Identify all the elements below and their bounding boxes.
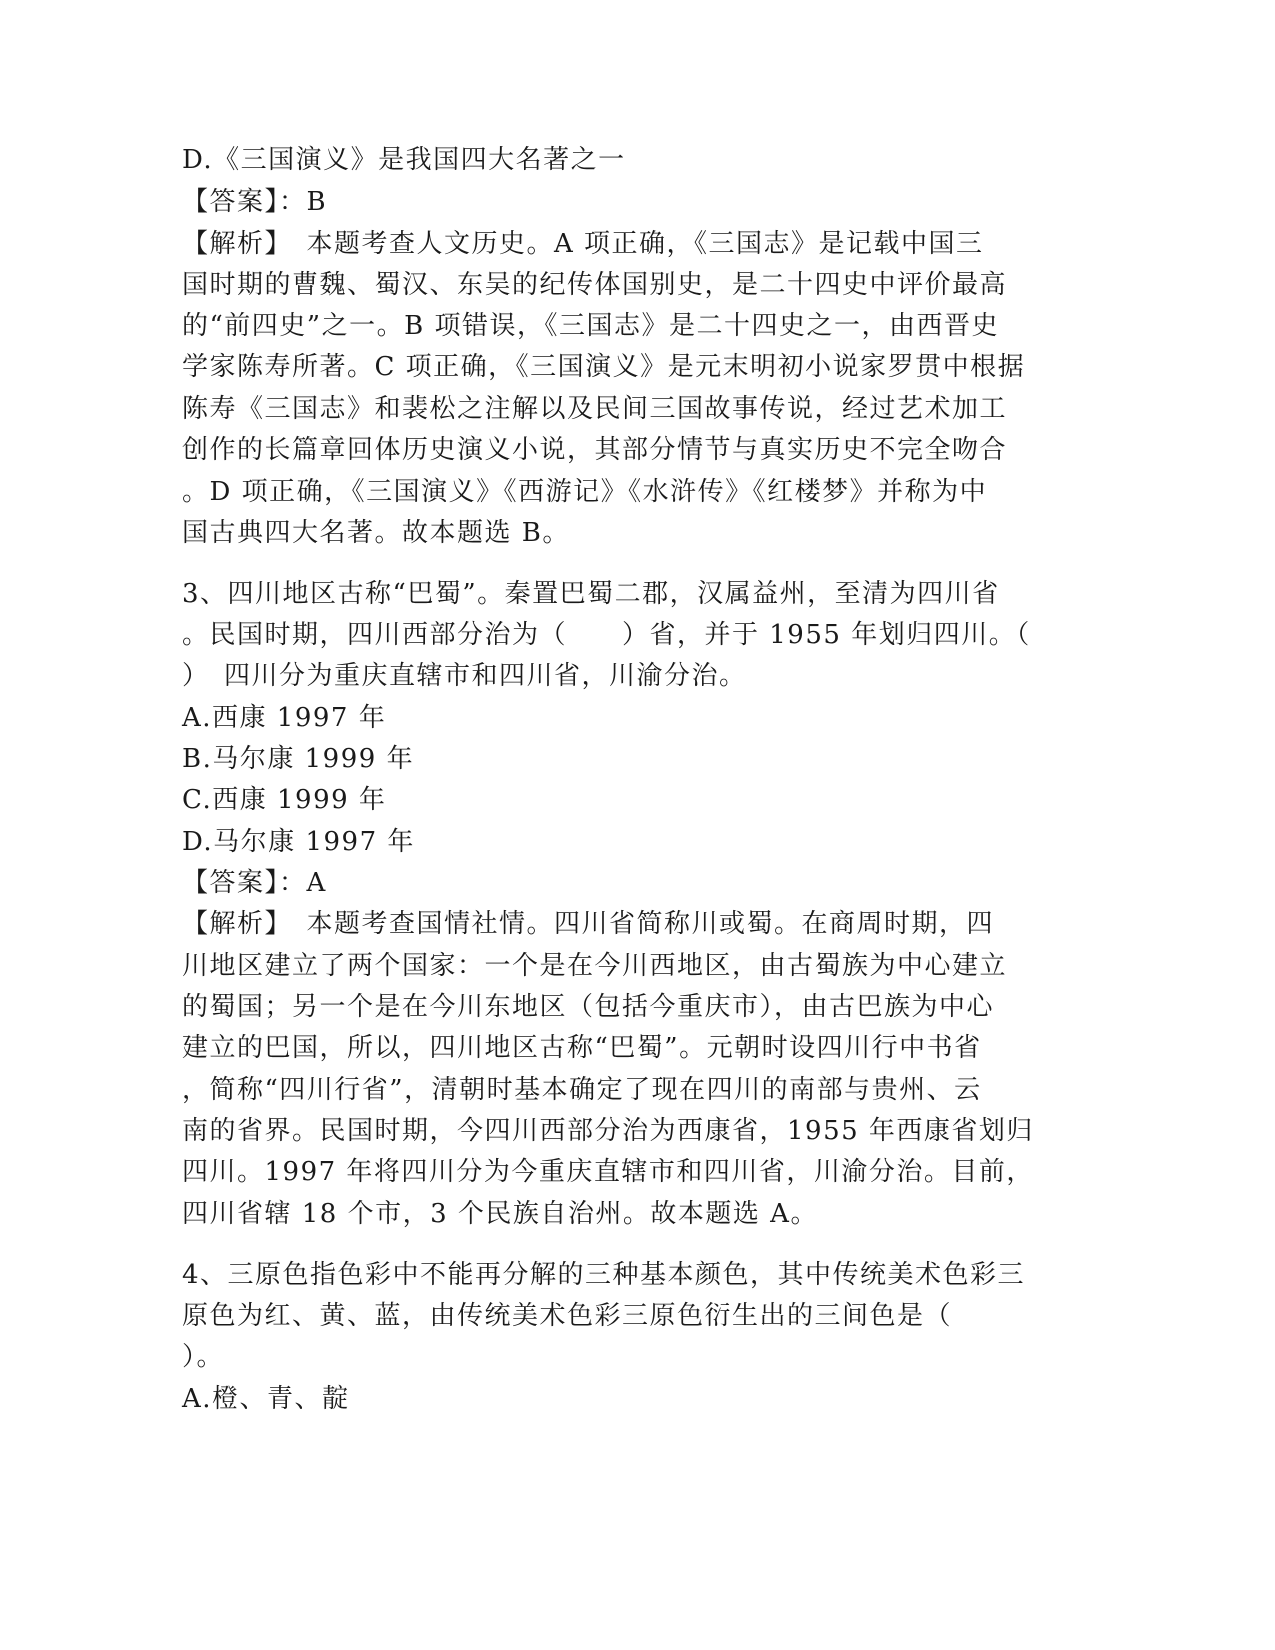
analysis-line: 创作的长篇章回体历史演义小说，其部分情节与真实历史不完全吻合 <box>182 435 1008 465</box>
analysis-line: 的“前四史”之一。B 项错误，《三国志》是二十四史之一，由西晋史 <box>182 311 999 341</box>
option-d-line: D.《三国演义》是我国四大名著之一 <box>182 145 626 175</box>
analysis-line: 的蜀国；另一个是在今川东地区（包括今重庆市），由古巴族为中心 <box>182 992 995 1022</box>
analysis-line: 四川。1997 年将四川分为今重庆直辖市和四川省，川渝分治。目前， <box>182 1157 1034 1187</box>
analysis-line: 建立的巴国，所以，四川地区古称“巴蜀”。元朝时设四川行中书省 <box>182 1033 982 1063</box>
question-4-line: 原色为红、黄、蓝，由传统美术色彩三原色衍生出的三间色是（ <box>182 1301 953 1331</box>
question-3-line: 。民国时期，四川西部分治为（ ）省，并于 1955 年划归四川。（ <box>182 620 1031 650</box>
analysis-line: 川地区建立了两个国家：一个是在今川西地区，由古蜀族为中心建立 <box>182 951 1008 981</box>
question-3-line: 3、四川地区古称“巴蜀”。秦置巴蜀二郡，汉属益州，至清为四川省 <box>182 579 1000 609</box>
analysis-line: 学家陈寿所著。C 项正确，《三国演义》是元末明初小说家罗贯中根据 <box>182 352 1026 382</box>
analysis-line: 四川省辖 18 个市，3 个民族自治州。故本题选 A。 <box>182 1199 818 1229</box>
answer-line: 【答案】：A <box>182 868 327 898</box>
option-a-line: A.西康 1997 年 <box>182 703 387 733</box>
analysis-line: ，简称“四川行省”，清朝时基本确定了现在四川的南部与贵州、云 <box>182 1075 982 1105</box>
question-4-line: 4、三原色指色彩中不能再分解的三种基本颜色，其中传统美术色彩三 <box>182 1260 1026 1290</box>
question-3-line: ） 四川分为重庆直辖市和四川省，川渝分治。 <box>182 661 747 691</box>
analysis-line: 【解析】 本题考查国情社情。四川省简称川或蜀。在商周时期，四 <box>182 909 995 939</box>
analysis-line: 南的省界。民国时期，今四川西部分治为西康省，1955 年西康省划归 <box>182 1116 1034 1146</box>
option-d-line: D.马尔康 1997 年 <box>182 827 415 857</box>
option-b-line: B.马尔康 1999 年 <box>182 744 415 774</box>
analysis-line: 陈寿《三国志》和裴松之注解以及民间三国故事传说，经过艺术加工 <box>182 394 1008 424</box>
question-4-line: ）。 <box>182 1342 225 1372</box>
analysis-line: 【解析】 本题考查人文历史。A 项正确，《三国志》是记载中国三 <box>182 229 984 259</box>
answer-line: 【答案】：B <box>182 187 328 217</box>
analysis-line: 。D 项正确，《三国演义》《西游记》《水浒传》《红楼梦》并称为中 <box>182 477 988 507</box>
analysis-line: 国时期的曹魏、蜀汉、东吴的纪传体国别史，是二十四史中评价最高 <box>182 270 1008 300</box>
option-a-line: A.橙、青、靛 <box>182 1384 350 1414</box>
analysis-line: 国古典四大名著。故本题选 B。 <box>182 518 570 548</box>
option-c-line: C.西康 1999 年 <box>182 785 387 815</box>
